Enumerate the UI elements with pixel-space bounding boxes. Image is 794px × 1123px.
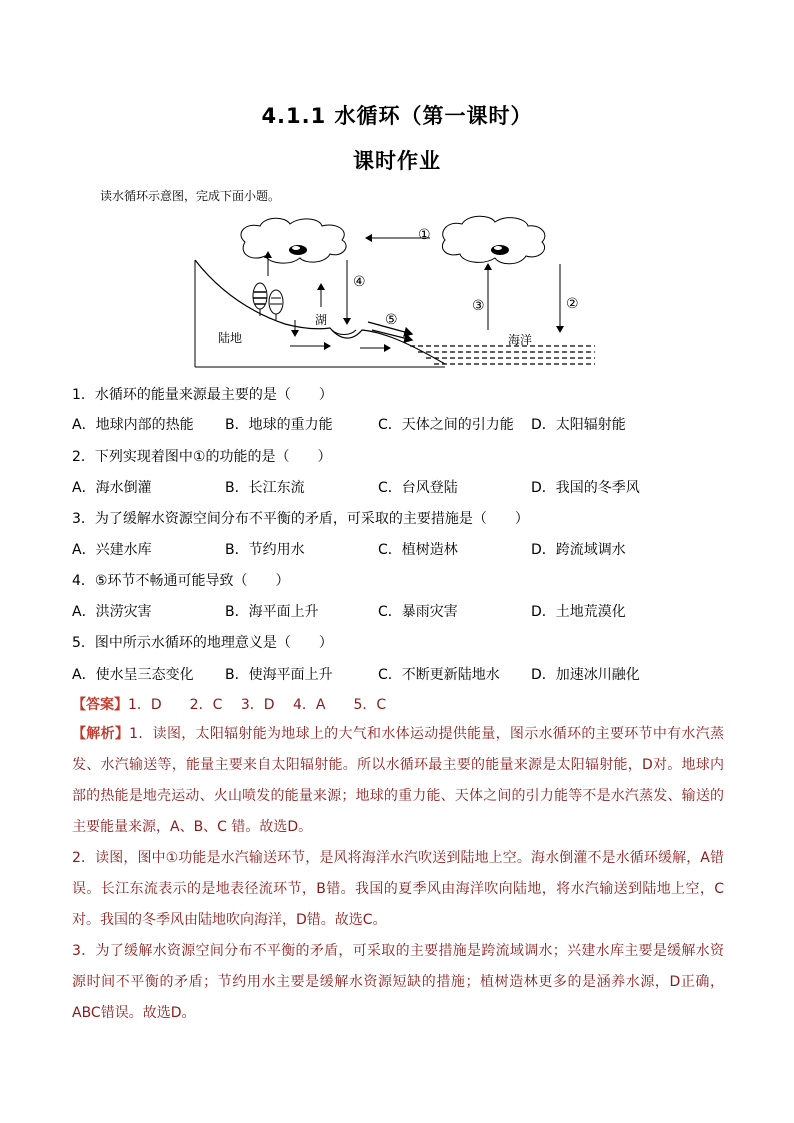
lake-label: 湖 xyxy=(315,313,328,327)
explanation-paragraph-3: 3．为了缓解水资源空间分布不平衡的矛盾，可采取的主要措施是跨流域调水；兴建水库主要是缓解水资源时间不平衡的矛盾；节约用水主要是缓解水资源短缺的措施；植树造林更多的是涵养水源，D正确，ABC错误。故选D。 xyxy=(72,943,724,1021)
q1-option-b: B．地球的重力能 xyxy=(225,417,333,433)
arrow4-label: ④ xyxy=(353,274,366,290)
q4-option-d: D．土地荒漠化 xyxy=(531,604,626,620)
q1-option-a: A．地球内部的热能 xyxy=(72,417,194,433)
q5-option-b: B．使海平面上升 xyxy=(225,667,333,683)
explanation-paragraph-2: 2．读图，图中①功能是水汽输送环节，是风将海洋水汽吹送到陆地上空。海水倒灌不是水循环缓解，A错误。长江东流表示的是地表径流环节，B错。我国的夏季风由海洋吹向陆地，将水汽输送到陆地上空，C对。我国的冬季风由陆地吹向海洋，D错。故选C。 xyxy=(72,850,724,928)
q3-option-b: B．节约用水 xyxy=(225,542,305,558)
land-label: 陆地 xyxy=(218,331,243,345)
answer-tag: 【答案】 xyxy=(72,697,128,713)
q3-option-d: D．跨流域调水 xyxy=(531,542,626,558)
q4-option-a: A．洪涝灾害 xyxy=(72,604,152,620)
question-5-stem: 5．图中所示水循环的地理意义是（ ） xyxy=(72,635,333,651)
page-subtitle: 课时作业 xyxy=(353,149,441,173)
page-title: 4.1.1 水循环（第一课时） xyxy=(261,104,533,128)
trees-icon xyxy=(253,283,283,320)
q4-option-b: B．海平面上升 xyxy=(225,604,319,620)
q3-option-a: A．兴建水库 xyxy=(72,542,152,558)
q5-option-d: D．加速冰川融化 xyxy=(531,667,640,683)
q5-option-c: C．不断更新陆地水 xyxy=(378,667,500,683)
explanation-paragraph-1 xyxy=(72,719,724,843)
q3-option-c: C．植树造林 xyxy=(378,542,458,558)
q2-option-c: C．台风登陆 xyxy=(378,480,458,496)
q2-option-a: A．海水倒灌 xyxy=(72,480,152,496)
water-cycle-diagram xyxy=(190,212,600,372)
q1-option-c: C．天体之间的引力能 xyxy=(378,417,514,433)
question-2-stem: 2．下列实现着图中①的功能的是（ ） xyxy=(72,449,332,465)
explanation-tag: 【解析】 xyxy=(72,726,130,742)
arrow3-label: ③ xyxy=(472,298,485,314)
q2-option-b: B．长江东流 xyxy=(225,480,305,496)
q4-option-c: C．暴雨灾害 xyxy=(378,604,458,620)
q2-option-d: D．我国的冬季风 xyxy=(531,480,640,496)
question-1-stem: 1．水循环的能量来源最主要的是（ ） xyxy=(72,387,333,403)
explanation-p1-text: 1．读图，太阳辐射能为地球上的大气和水体运动提供能量，图示水循环的主要环节中有水汽蒸发、水汽输送等，能量主要来自太阳辐射能。所以水循环最主要的能量来源是太阳辐射能，D对。地球内部的热能是地壳运动、火山喷发的能量来源；地球的重力能、天体之间的引力能等不是水汽蒸发、输送的主要能量来源，A、B、C 错。故选D。 xyxy=(72,726,725,835)
q5-option-a: A．使水呈三态变化 xyxy=(72,667,194,683)
question-4-stem: 4．⑤环节不畅通可能导致（ ） xyxy=(72,573,290,589)
ocean-cloud-icon xyxy=(442,216,544,264)
q1-option-d: D．太阳辐射能 xyxy=(531,417,626,433)
question-3-stem: 3．为了缓解水资源空间分布不平衡的矛盾，可采取的主要措施是（ ） xyxy=(72,511,529,527)
answer-text: 1．D 2．C 3．D 4．A 5．C xyxy=(128,697,387,713)
intro-text: 读水循环示意图，完成下面小题。 xyxy=(100,189,281,203)
answer-line xyxy=(72,694,386,714)
ocean-label: 海洋 xyxy=(508,333,533,347)
arrow2-label: ② xyxy=(566,296,579,312)
arrow1-label-visible: ① xyxy=(418,227,431,243)
arrow5-label: ⑤ xyxy=(385,312,398,328)
land-cloud-icon xyxy=(241,218,346,263)
